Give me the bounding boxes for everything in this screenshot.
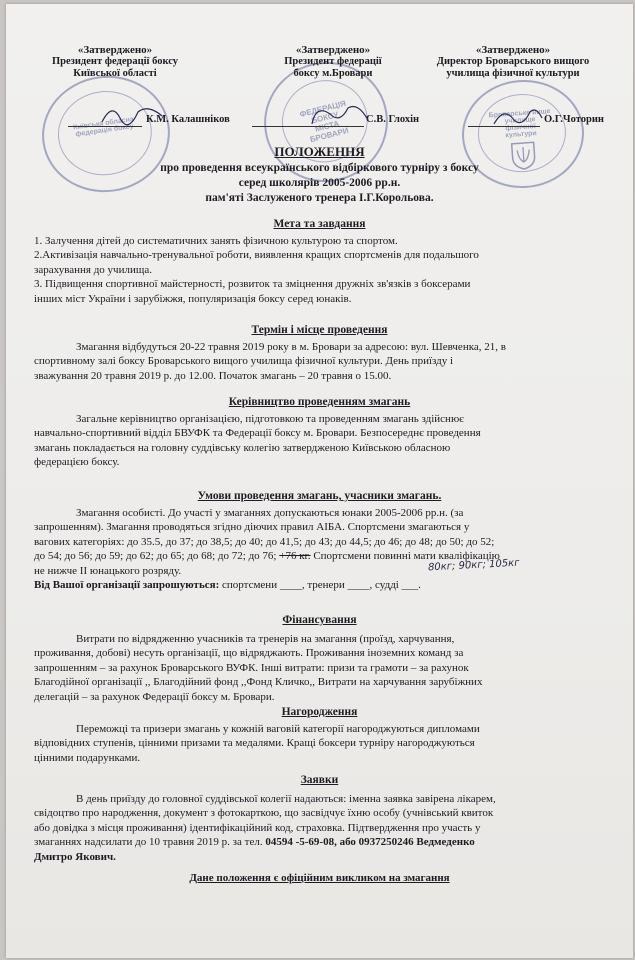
struck-weight: +76 кг. xyxy=(279,550,311,563)
doc-title: ПОЛОЖЕННЯ xyxy=(274,144,365,159)
text-line: навчально-спортивний відділ БВУФК та Федерації боксу м. Бровари. Безпосереднє проведення xyxy=(34,427,481,440)
stamp-right-text: Броварське вище училище фізичної культури xyxy=(488,108,551,140)
text-line: зарахування до училища. xyxy=(34,263,152,276)
text-fragment: до 54; до 56; до 59; до 62; до 65; до 68; до 72; до 76; xyxy=(34,550,277,563)
approval-line: Київської області xyxy=(73,68,157,79)
stamp-right xyxy=(458,76,587,192)
text-line: 1. Залучення дітей до систематичних занять фізичною культурою та спортом. xyxy=(34,235,398,247)
approval-line: Президент федерації xyxy=(284,56,382,67)
section-conditions xyxy=(34,506,618,592)
signature-scribble xyxy=(306,100,376,130)
text-line: В день приїзду до головної суддівської колегії надаються: іменна заявка завірена лікарем, xyxy=(76,793,496,805)
section-finance xyxy=(34,632,618,704)
section-heading-terms: Термін і місце проведення xyxy=(251,324,388,336)
text-line: вагових категоріях: до 35.5, до 37; до 38,5; до 40; до 41,5; до 43; до 44,5; до 46; до 48; до 50; до 52; xyxy=(34,535,495,548)
stamp-left-text: Київська обласна федерація боксу xyxy=(72,116,135,139)
section-heading-goals: Мета та завдання xyxy=(273,218,366,230)
text-line: спортивному залі боксу Броварського вищого училища фізичної культури. День приїзду і xyxy=(34,355,454,368)
text-line: 2.Активізація навчально-тренувальної роботи, виявлення кращих спортсменів для подальшого xyxy=(34,249,479,262)
text-line: Благодійної організації ,, Благодійний фонд ,,Фонд Кличко,, Витрати на харчування зарубіжних xyxy=(34,676,483,689)
signature-name: К.М. Калашніков xyxy=(146,114,230,125)
text-line: цінними подарунками. xyxy=(34,751,141,764)
handwritten-weights: 80кг; 90кг; 105кг xyxy=(427,557,520,574)
approval-title: «Затверджено» xyxy=(475,44,551,56)
signature-scribble xyxy=(490,104,546,130)
text-line: Змагання особисті. До участі у змаганнях допускаються юнаки 2005-2006 рр.н. (за xyxy=(76,507,464,519)
invite-label: Від Вашої організації запрошуються: xyxy=(34,579,220,592)
invite-line xyxy=(34,578,618,592)
signature-scribble xyxy=(98,100,168,130)
section-terms xyxy=(34,340,618,383)
text-line: або довідка з місця проживання) ідентифікаційний код, страховка. Підтвердження про участь у xyxy=(34,821,481,834)
text-line: не нижче ІІ юнацького розряду. xyxy=(34,564,182,577)
text-line: запрошенням – за рахунок Броварського ВУФК. Інші витрати: призи та грамоти – за рахунок xyxy=(34,661,469,674)
text-line: запрошенням). Змагання проводяться згідно діючих правил AIБA. Спортсмени змагаються у xyxy=(34,521,470,534)
text-line: делегацій – за рахунок Федерації боксу м. Бровари. xyxy=(34,690,275,703)
approval-title: «Затверджено» xyxy=(295,44,371,56)
text-line: Загальне керівництво організацією, підготовкою та проведенням змагань здійснює xyxy=(76,413,464,425)
signature-name: С.В. Глохін xyxy=(366,114,420,125)
text-line: проживання, добові) несуть організації, що відряджають. Проживання іноземних команд за xyxy=(34,647,464,660)
approval-line: Президент федерації боксу xyxy=(51,56,179,67)
text-fragment: Спортсмени повинні мати кваліфікацію xyxy=(310,550,500,563)
section-heading-management: Керівництво проведенням змагань xyxy=(228,396,411,408)
doc-subtitle: серед школярів 2005-2006 рр.н. xyxy=(238,177,401,189)
text-line: Витрати по відрядженню учасників та тренерів на змагання (проїзд, харчування, xyxy=(76,633,455,645)
approval-block-left xyxy=(50,44,180,80)
section-goals xyxy=(34,234,618,306)
contact-name: Дмитро Якович. xyxy=(34,850,116,863)
approval-block-middle xyxy=(268,44,398,80)
text-line: 3. Підвищення спортивної майстерності, розвиток та зміцнення дружніх зв'язків з боксерами xyxy=(34,278,471,291)
text-line: свідоцтво про народження, документ з фотокарткою, що засвідчує їхню особу (учнівський квиток xyxy=(34,807,494,820)
doc-subtitle: пам'яті Заслуженого тренера І.Г.Корольова. xyxy=(205,192,434,204)
approval-line: училища фізичної культури xyxy=(446,68,580,79)
approval-title: «Затверджено» xyxy=(77,44,153,56)
section-applications xyxy=(34,792,618,864)
text-line: Переможці та призери змагань у кожній ваговій категорії нагороджуються дипломами xyxy=(76,723,480,735)
footer-note: Дане положення є офіційним викликом на змагання xyxy=(189,872,450,884)
document-page xyxy=(6,4,633,958)
stamp-middle-text: ФЕДЕРАЦІЯ БОКСУ МІСТА БРОВАРИ xyxy=(298,98,350,145)
text-line: Змагання відбудуться 20-22 травня 2019 року в м. Бровари за адресою: вул. Шевченка, 21, в xyxy=(76,341,506,353)
signature-name: О.Г.Чоторин xyxy=(544,114,604,125)
text-line-phones xyxy=(34,835,618,849)
text-line: змагань покладається на головну суддівську колегію затвердженою Київською обласною xyxy=(34,441,451,454)
section-heading-conditions: Умови проведення змагань, учасники змагань. xyxy=(197,490,442,502)
section-management xyxy=(34,412,618,470)
approval-block-right xyxy=(414,44,612,80)
section-heading-applications: Заявки xyxy=(300,774,339,786)
invite-rest: спортсмени ____, тренери ____, судді ___. xyxy=(219,579,421,592)
text-line-weights xyxy=(34,549,618,563)
approval-line: боксу м.Бровари xyxy=(293,68,373,79)
approval-line: Директор Броварського вищого xyxy=(436,56,590,67)
text-line: федерацією боксу. xyxy=(34,456,120,469)
phone-numbers: 04594 -5-69-08, або 0937250246 Ведмеденко xyxy=(262,836,475,849)
text-line: інших міст України і зарубіжжя, популяризація боксу серед юнаків. xyxy=(34,292,352,305)
contact-line xyxy=(34,850,618,864)
section-awards xyxy=(34,722,618,765)
text-line: відповідних ступенів, цінними призами та медалями. Кращі боксери турніру нагороджуються xyxy=(34,737,475,750)
text-fragment: змаганнях надсилати до 10 травня 2019 р. за тел. xyxy=(34,836,263,849)
section-heading-awards: Нагородження xyxy=(281,706,358,718)
text-line: зважування 20 травня 2019 р. до 12.00. Початок змагань – 20 травня о 15.00. xyxy=(34,369,392,382)
section-heading-finance: Фінансування xyxy=(282,614,357,626)
doc-subtitle: про проведення всеукраїнського відбіркового турніру з боксу xyxy=(160,162,479,174)
